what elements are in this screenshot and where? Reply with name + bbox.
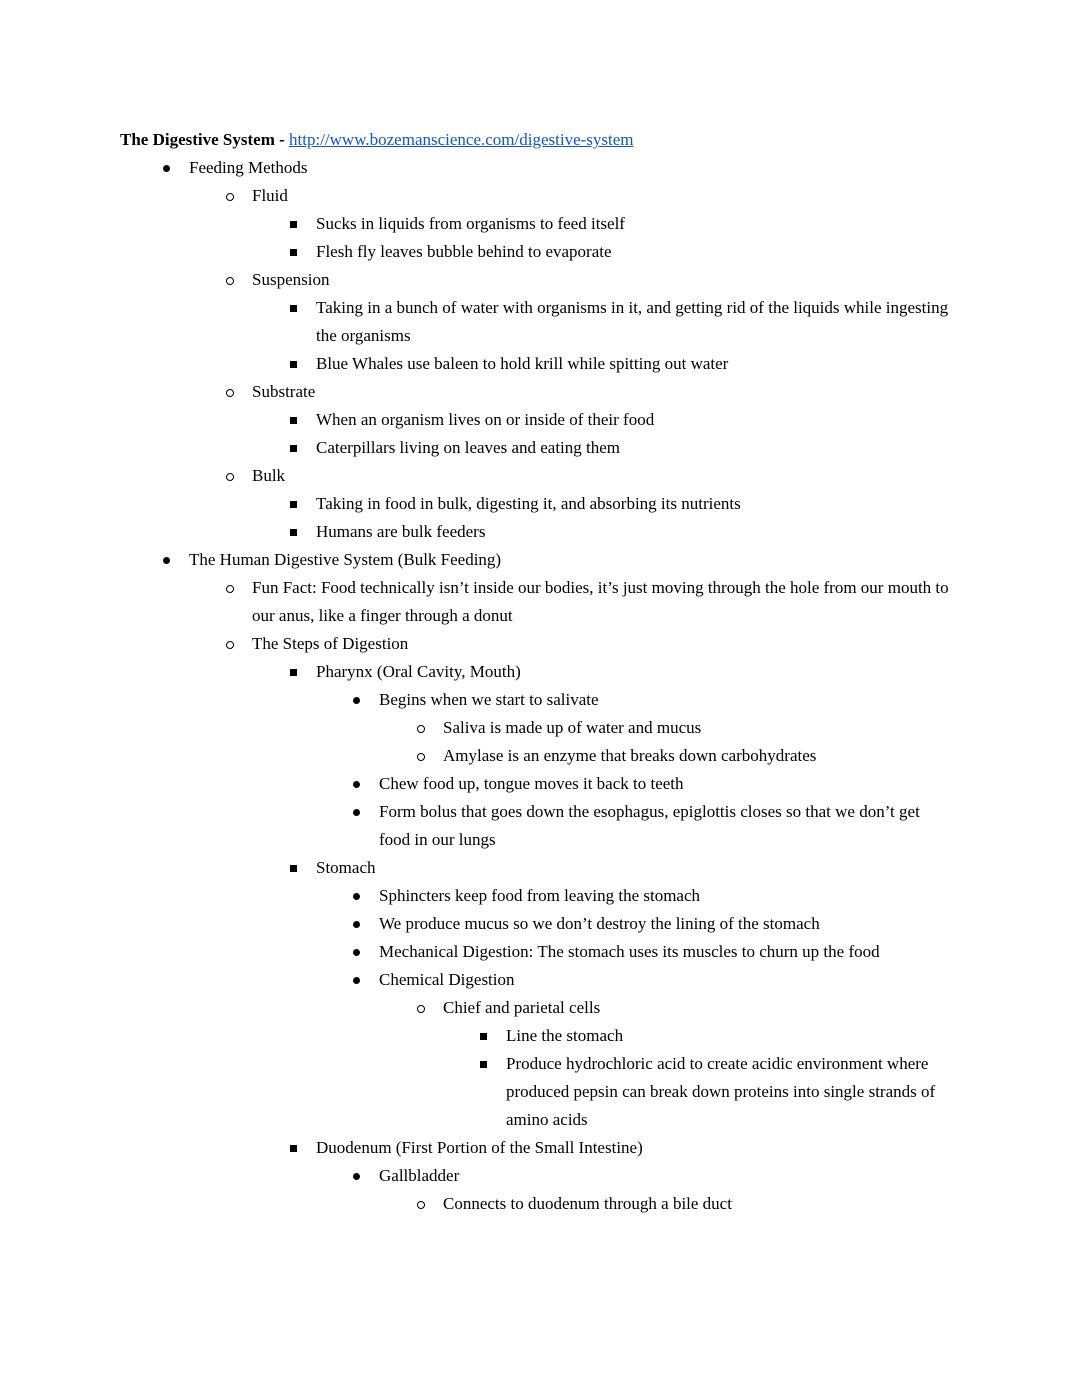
list-item-text: Caterpillars living on leaves and eating them [316,438,621,457]
list-item-text: We produce mucus so we don’t destroy the lining of the stomach [379,914,820,933]
list-item-text: Sucks in liquids from organisms to feed itself [316,214,625,233]
list-item [120,938,952,966]
list-item-text: Fluid [252,186,288,205]
list-item-text: Flesh fly leaves bubble behind to evaporate [316,242,612,261]
circle-bullet-icon [226,277,234,285]
circle-bullet-icon [226,473,234,481]
list-item [120,882,952,910]
disc-bullet-icon [353,781,360,788]
list-item [120,546,952,574]
list-item [120,434,952,462]
square-bullet-icon [290,1145,297,1152]
circle-bullet-icon [417,725,425,733]
circle-bullet-icon [226,193,234,201]
list-item [120,630,952,658]
square-bullet-icon [480,1061,487,1068]
list-item-text: When an organism lives on or inside of their food [316,410,655,429]
disc-bullet-icon [163,557,170,564]
list-item-text: Substrate [252,382,316,401]
list-item-text: The Human Digestive System (Bulk Feeding) [189,550,502,569]
list-item-text: Chemical Digestion [379,970,515,989]
circle-bullet-icon [226,389,234,397]
list-item-text: The Steps of Digestion [252,634,409,653]
square-bullet-icon [290,361,297,368]
disc-bullet-icon [353,697,360,704]
list-item [120,406,952,434]
circle-bullet-icon [417,1005,425,1013]
list-item [120,350,952,378]
list-item-text: Fun Fact: Food technically isn’t inside our bodies, it’s just moving through the hole from our mouth to our anus, like a finger through a donut [252,578,949,625]
outline-list [120,154,952,1218]
circle-bullet-icon [226,641,234,649]
square-bullet-icon [290,249,297,256]
list-item-text: Saliva is made up of water and mucus [443,718,702,737]
circle-bullet-icon [417,1201,425,1209]
list-item [120,1190,952,1218]
disc-bullet-icon [353,921,360,928]
disc-bullet-icon [353,809,360,816]
list-item [120,994,952,1022]
list-item-text: Connects to duodenum through a bile duct [443,1194,732,1213]
list-item [120,182,952,210]
list-item-text: Taking in food in bulk, digesting it, and absorbing its nutrients [316,494,741,513]
list-item [120,490,952,518]
list-item-text: Line the stomach [506,1026,624,1045]
list-item [120,1134,952,1162]
list-item-text: Bulk [252,466,286,485]
list-item [120,742,952,770]
list-item-text: Taking in a bunch of water with organisms in it, and getting rid of the liquids while ingesting the organisms [316,298,949,345]
list-item [120,1162,952,1190]
disc-bullet-icon [163,165,170,172]
list-item-text: Begins when we start to salivate [379,690,599,709]
list-item [120,910,952,938]
list-item [120,238,952,266]
list-item [120,462,952,490]
square-bullet-icon [290,529,297,536]
list-item [120,1022,952,1050]
square-bullet-icon [290,221,297,228]
list-item [120,266,952,294]
list-item-text: Amylase is an enzyme that breaks down carbohydrates [443,746,817,765]
list-item-text: Pharynx (Oral Cavity, Mouth) [316,662,521,681]
list-item-text: Humans are bulk feeders [316,522,486,541]
square-bullet-icon [290,865,297,872]
list-item [120,574,952,630]
square-bullet-icon [290,417,297,424]
list-item [120,798,952,854]
list-item [120,518,952,546]
list-item-text: Chief and parietal cells [443,998,601,1017]
page-title: The Digestive System - [120,130,285,149]
list-item-text: Feeding Methods [189,158,308,177]
list-item [120,854,952,882]
disc-bullet-icon [353,949,360,956]
square-bullet-icon [290,445,297,452]
list-item-text: Form bolus that goes down the esophagus, epiglottis closes so that we don’t get food in our lungs [379,802,920,849]
document-title-line [120,126,952,154]
list-item [120,1050,952,1134]
list-item [120,210,952,238]
list-item-text: Mechanical Digestion: The stomach uses its muscles to churn up the food [379,942,880,961]
list-item [120,658,952,686]
circle-bullet-icon [226,585,234,593]
document-hyperlink[interactable]: http://www.bozemanscience.com/digestive-system [289,130,634,149]
list-item [120,686,952,714]
list-item [120,770,952,798]
list-item-text: Produce hydrochloric acid to create acidic environment where produced pepsin can break down proteins into single strands of amino acids [506,1054,936,1129]
circle-bullet-icon [417,753,425,761]
list-item-text: Duodenum (First Portion of the Small Intestine) [316,1138,643,1157]
list-item [120,154,952,182]
square-bullet-icon [480,1033,487,1040]
list-item [120,966,952,994]
list-item [120,378,952,406]
square-bullet-icon [290,305,297,312]
disc-bullet-icon [353,1173,360,1180]
list-item-text: Gallbladder [379,1166,460,1185]
disc-bullet-icon [353,977,360,984]
list-item-text: Stomach [316,858,376,877]
list-item [120,294,952,350]
list-item-text: Blue Whales use baleen to hold krill while spitting out water [316,354,729,373]
square-bullet-icon [290,669,297,676]
disc-bullet-icon [353,893,360,900]
list-item [120,714,952,742]
list-item-text: Suspension [252,270,330,289]
square-bullet-icon [290,501,297,508]
list-item-text: Sphincters keep food from leaving the stomach [379,886,701,905]
list-item-text: Chew food up, tongue moves it back to teeth [379,774,684,793]
